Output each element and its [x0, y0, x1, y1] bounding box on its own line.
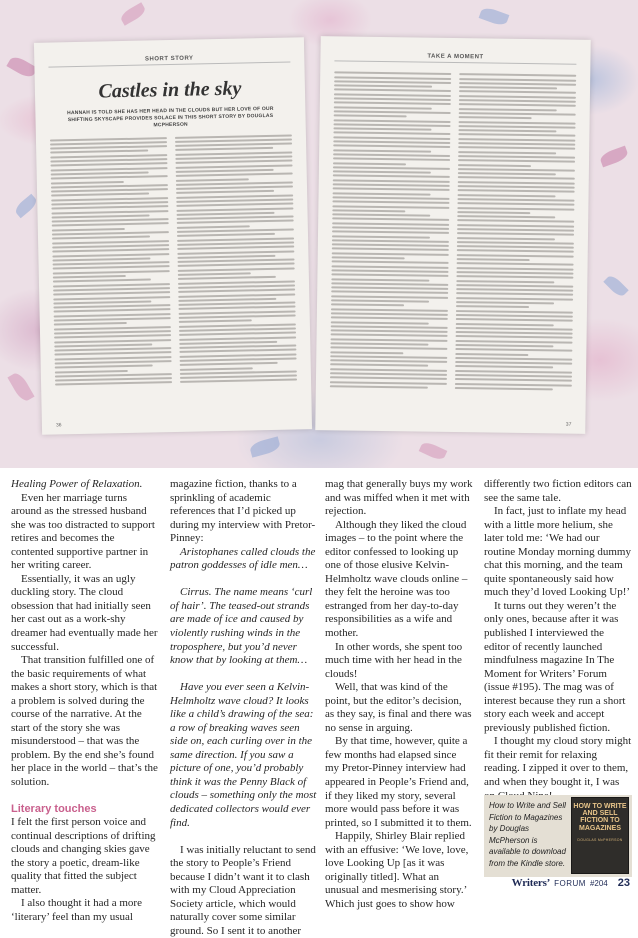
magazine-page-number: 36	[55, 422, 62, 429]
text-line-placeholder	[332, 256, 405, 259]
text-line-placeholder	[333, 192, 431, 195]
text-line-placeholder	[330, 377, 447, 381]
text-line-placeholder	[458, 172, 556, 175]
text-line-placeholder	[456, 327, 573, 331]
text-line-placeholder	[332, 248, 449, 252]
text-line-placeholder	[177, 255, 275, 259]
leaf-decoration	[479, 6, 510, 28]
text-line-placeholder	[459, 82, 576, 86]
text-line-placeholder	[53, 270, 170, 274]
text-line-placeholder	[331, 338, 448, 342]
text-line-placeholder	[459, 91, 576, 95]
text-line-placeholder	[331, 334, 448, 338]
article-column-2	[170, 478, 318, 938]
text-line-placeholder	[51, 175, 168, 179]
text-line-placeholder	[179, 349, 296, 353]
text-line-placeholder	[54, 322, 127, 326]
footer-issue-number: #204	[589, 879, 608, 888]
text-line-placeholder	[330, 359, 447, 363]
text-line-placeholder	[457, 245, 574, 249]
text-line-placeholder	[456, 323, 554, 326]
article-column-3	[325, 478, 473, 912]
text-line-placeholder	[52, 253, 169, 257]
text-line-placeholder	[333, 149, 431, 152]
book-promo-box	[484, 795, 632, 877]
article-column-4	[484, 478, 632, 803]
text-line-placeholder	[52, 248, 169, 252]
text-line-placeholder	[52, 257, 150, 261]
text-line-placeholder	[50, 162, 167, 166]
magazine-text-columns	[330, 69, 576, 393]
text-line-placeholder	[459, 112, 576, 116]
text-line-placeholder	[334, 115, 407, 118]
text-line-placeholder	[176, 178, 249, 182]
magazine-page-number: 37	[565, 421, 572, 428]
text-line-placeholder	[457, 237, 555, 240]
text-line-placeholder	[54, 334, 171, 338]
text-line-placeholder	[333, 127, 431, 130]
text-line-placeholder	[458, 129, 556, 132]
text-line-placeholder	[459, 99, 576, 103]
paragraph: I thought my cloud story might fit their remit for relaxing reading. I zipped it over to them, and when they bought it, I was	[484, 735, 632, 789]
text-line-placeholder	[333, 153, 450, 157]
text-line-placeholder	[330, 364, 428, 367]
paragraph: That transition fulfilled one of the basic requirements of what makes a short story, which is that a problem is solved during the course of the narrative. At the start of the story she was misunderstood – that was the problem. By the end she’s found her place in the world – that’s the solution.	[11, 654, 158, 789]
magazine-text-column	[330, 69, 451, 391]
text-line-placeholder	[333, 166, 450, 170]
text-line-placeholder	[458, 189, 575, 193]
text-line-placeholder	[459, 125, 576, 129]
text-line-placeholder	[456, 340, 573, 344]
magazine-section-label: SHORT STORY	[48, 54, 290, 68]
text-line-placeholder	[459, 95, 576, 99]
quote-paragraph: Aristophanes called clouds the patron goddesses of idle men…	[170, 545, 316, 572]
text-line-placeholder	[331, 291, 448, 295]
text-line-placeholder	[53, 300, 151, 304]
text-line-placeholder	[331, 321, 429, 324]
magazine-section-label: TAKE A MOMENT	[334, 52, 576, 64]
text-line-placeholder	[330, 355, 447, 359]
paragraph: I was initially reluctant to send the story to People’s Friend because I didn’t want it to clash with my Cloud Appreciation Society article, which would naturally cover some similar ground. So I sent it to another	[170, 843, 316, 937]
text-line-placeholder	[458, 151, 556, 154]
text-line-placeholder	[459, 78, 576, 82]
text-line-placeholder	[456, 297, 573, 301]
text-line-placeholder	[456, 288, 573, 292]
text-line-placeholder	[332, 235, 430, 238]
text-line-placeholder	[330, 368, 447, 372]
text-line-placeholder	[331, 274, 448, 278]
text-line-placeholder	[456, 305, 529, 308]
magazine-left-page	[34, 37, 312, 435]
leaf-decoration	[13, 194, 39, 219]
text-line-placeholder	[458, 138, 575, 142]
text-line-placeholder	[455, 374, 572, 378]
text-line-placeholder	[175, 134, 292, 138]
text-line-placeholder	[52, 236, 150, 240]
text-line-placeholder	[179, 336, 296, 340]
magazine-right-page	[315, 36, 590, 434]
text-line-placeholder	[52, 223, 169, 227]
paragraph: Although they liked the cloud images – to the point where the editor confessed to looking up one of those elusive Kelvin-Helmholtz wave clouds online – they felt the heroine was too estranged from her day-to-day responsibilities as a wife and mother.	[325, 518, 468, 640]
text-line-placeholder	[456, 318, 573, 322]
text-line-placeholder	[332, 201, 449, 205]
text-line-placeholder	[52, 231, 169, 235]
text-line-placeholder	[457, 241, 574, 245]
text-line-placeholder	[177, 233, 275, 237]
text-line-placeholder	[333, 158, 450, 162]
text-line-placeholder	[334, 102, 451, 106]
paragraph: Happily, Shirley Blair replied with an effusive: ‘We love, love, love Looking Up [as it was originally titled]. What an unusual and mesmerising story.’ Which just goes to show how	[325, 830, 469, 910]
text-line-placeholder	[459, 103, 576, 107]
text-line-placeholder	[457, 267, 574, 271]
quote-paragraph: Cirrus. The name means ‘curl of hair’. The teased-out strands are made of ice and caused by violently rushing winds in the troposphere, but you’d never know that by looking at them…	[170, 586, 313, 667]
article-column-1	[11, 478, 159, 924]
text-line-placeholder	[54, 351, 171, 355]
text-line-placeholder	[332, 265, 449, 269]
text-line-placeholder	[458, 134, 575, 138]
magazine-standfirst: HANNAH IS TOLD SHE HAS HER HEAD IN THE CLOUDS BUT HER LOVE OF OUR SHIFTING SKYSCAPE PROVIDES SOLACE IN THIS SHORT STORY BY DOUGLAS MCPHERSON	[67, 105, 274, 128]
text-line-placeholder	[331, 317, 448, 321]
text-line-placeholder	[334, 97, 451, 101]
text-line-placeholder	[180, 367, 253, 371]
text-line-placeholder	[175, 160, 292, 164]
leaf-decoration	[119, 2, 148, 25]
text-line-placeholder	[52, 228, 125, 232]
text-line-placeholder	[456, 301, 554, 304]
text-line-placeholder	[332, 209, 405, 212]
text-line-placeholder	[458, 159, 575, 163]
text-line-placeholder	[53, 291, 170, 295]
text-line-placeholder	[458, 155, 575, 159]
paragraph: Essentially, it was an ugly duckling story. The cloud obsession that had initially seen her cast out as a work-shy dreamer had eventually made her successful.	[11, 572, 158, 653]
text-line-placeholder	[457, 258, 530, 261]
text-line-placeholder	[457, 224, 574, 228]
text-line-placeholder	[334, 93, 451, 97]
paragraph: differently two fiction editors can see the same tale.	[484, 478, 632, 504]
text-line-placeholder	[330, 342, 428, 345]
text-line-placeholder	[331, 325, 448, 329]
paragraph: I felt the first person voice and continual descriptions of drifting clouds and changing skies gave the story a poetic, dream-like quality that fitted the subject matter.	[11, 816, 156, 896]
text-line-placeholder	[333, 132, 450, 136]
text-line-placeholder	[330, 347, 447, 351]
text-line-placeholder	[458, 164, 531, 167]
section-heading: Literary touches	[11, 802, 97, 815]
text-line-placeholder	[459, 108, 557, 111]
text-line-placeholder	[175, 143, 292, 147]
text-line-placeholder	[331, 295, 448, 299]
text-line-placeholder	[457, 219, 574, 223]
text-line-placeholder	[178, 263, 295, 267]
leaf-decoration	[599, 146, 630, 168]
text-line-placeholder	[55, 365, 153, 369]
paragraph: In fact, just to inflate my head with a little more helium, she later told me: ‘We had our routine Monday morning dummy chat this morning, and the team quite spontaneously said how much they’d loved Looking Up!’	[484, 505, 631, 599]
text-line-placeholder	[54, 343, 152, 347]
page-number: 23	[617, 877, 630, 889]
text-line-placeholder	[457, 232, 574, 236]
text-line-placeholder	[177, 220, 294, 224]
text-line-placeholder	[455, 370, 572, 374]
text-line-placeholder	[456, 284, 573, 288]
text-line-placeholder	[333, 140, 450, 144]
text-line-placeholder	[176, 203, 293, 207]
paragraph: I also thought it had a more ‘literary’ feel than my usual	[11, 897, 142, 923]
text-line-placeholder	[459, 73, 576, 77]
text-line-placeholder	[457, 207, 574, 211]
footer-brand: Writers’	[511, 877, 551, 889]
text-line-placeholder	[333, 179, 450, 183]
text-line-placeholder	[179, 306, 296, 310]
text-line-placeholder	[455, 344, 553, 347]
text-line-placeholder	[334, 85, 432, 88]
text-line-placeholder	[457, 262, 574, 266]
text-line-placeholder	[331, 329, 448, 333]
text-line-placeholder	[331, 308, 448, 312]
text-line-placeholder	[331, 282, 448, 286]
text-line-placeholder	[331, 304, 404, 307]
text-line-placeholder	[455, 348, 572, 352]
magazine-spread-photo	[0, 0, 638, 468]
text-line-placeholder	[55, 382, 172, 386]
text-line-placeholder	[457, 211, 530, 214]
text-line-placeholder	[456, 271, 573, 275]
text-line-placeholder	[458, 194, 556, 197]
text-line-placeholder	[179, 320, 252, 324]
text-line-placeholder	[176, 190, 274, 194]
text-line-placeholder	[459, 116, 532, 119]
text-line-placeholder	[51, 167, 168, 171]
page-footer	[512, 877, 630, 895]
text-line-placeholder	[53, 266, 170, 270]
text-line-placeholder	[331, 312, 448, 316]
text-line-placeholder	[334, 110, 451, 114]
text-line-placeholder	[457, 228, 574, 232]
paragraph: magazine fiction, thanks to a sprinkling of academic references that I’d picked up during my interview with Pretor-Pinney:	[170, 478, 316, 545]
text-line-placeholder	[51, 193, 149, 197]
text-line-placeholder	[51, 181, 124, 185]
text-line-placeholder	[456, 292, 573, 296]
leaf-decoration	[7, 371, 34, 404]
text-line-placeholder	[330, 372, 447, 376]
text-line-placeholder	[176, 207, 293, 211]
leaf-decoration	[249, 436, 282, 457]
text-line-placeholder	[334, 80, 451, 84]
text-line-placeholder	[459, 86, 557, 89]
text-line-placeholder	[178, 276, 276, 280]
leaf-decoration	[6, 54, 37, 80]
text-line-placeholder	[333, 188, 450, 192]
text-line-placeholder	[177, 250, 294, 254]
text-line-placeholder	[332, 205, 449, 209]
text-line-placeholder	[333, 175, 450, 179]
leaf-decoration	[419, 440, 448, 462]
magazine-text-column	[50, 134, 172, 388]
text-line-placeholder	[180, 357, 297, 361]
text-line-placeholder	[458, 176, 575, 180]
text-line-placeholder	[457, 254, 574, 258]
magazine-story-title: Castles in the sky	[98, 77, 242, 103]
text-line-placeholder	[455, 353, 528, 356]
text-line-placeholder	[178, 293, 295, 297]
text-line-placeholder	[331, 286, 448, 290]
text-line-placeholder	[178, 298, 276, 302]
text-line-placeholder	[176, 169, 274, 173]
text-line-placeholder	[51, 210, 168, 214]
text-line-placeholder	[51, 171, 149, 175]
text-line-placeholder	[50, 137, 167, 141]
paragraph: mag that generally buys my work and was miffed when it met with rejection.	[325, 478, 473, 518]
text-line-placeholder	[54, 308, 171, 312]
text-line-placeholder	[331, 269, 448, 273]
text-line-placeholder	[178, 272, 251, 276]
paragraph: Well, that was kind of the point, but the editor’s decision, as they say, is final and there was no sense in arguing.	[325, 681, 472, 734]
text-line-placeholder	[175, 147, 273, 151]
text-line-placeholder	[456, 314, 573, 318]
text-line-placeholder	[334, 89, 451, 93]
text-line-placeholder	[53, 275, 126, 279]
text-line-placeholder	[179, 314, 296, 318]
text-line-placeholder	[458, 146, 575, 150]
text-line-placeholder	[334, 76, 451, 80]
book-cover-author: DOUGLAS McPHERSON	[577, 837, 623, 842]
text-line-placeholder	[333, 162, 406, 165]
text-line-placeholder	[55, 360, 172, 364]
text-line-placeholder	[179, 332, 296, 336]
text-line-placeholder	[333, 136, 450, 140]
leaf-decoration	[603, 273, 628, 298]
text-line-placeholder	[455, 366, 553, 369]
text-line-placeholder	[180, 379, 297, 383]
text-line-placeholder	[456, 310, 573, 314]
text-line-placeholder	[334, 106, 432, 109]
text-line-placeholder	[455, 378, 572, 382]
quote-paragraph: Have you ever seen a Kelvin-Helmholtz wave cloud? It looks like a child’s drawing of the sea: a row of breaking waves seen side on, each curling over in the same direction. If you saw a picture of one, you’d probably think it was the Penny Black of clouds – something only the most dedicated collectors would ever find.	[170, 681, 317, 829]
text-line-placeholder	[332, 222, 449, 226]
text-line-placeholder	[458, 181, 575, 185]
book-promo-caption: How to Write and Sell Fiction to Magazines by Douglas McPherson is available to download from the Kindle store.	[489, 801, 566, 868]
text-line-placeholder	[176, 173, 293, 177]
book-cover-image	[571, 797, 629, 874]
text-line-placeholder	[332, 261, 449, 265]
paragraph: By that time, however, quite a few months had elapsed since my Pretor-Pinney interview had appeared in People’s Friend and, if they liked my story, several more would pass before it was printed, so I submitted it to them.	[325, 735, 472, 829]
text-line-placeholder	[332, 243, 449, 247]
paragraph: In other words, she spent too much time with her head in the clouds!	[325, 640, 463, 680]
paragraph: Healing Power of Relaxation.	[11, 478, 143, 490]
text-line-placeholder	[54, 339, 171, 343]
text-line-placeholder	[332, 252, 449, 256]
text-line-placeholder	[330, 381, 447, 385]
book-cover-title: HOW TO WRITE AND SELL FICTION TO MAGAZINES	[573, 803, 627, 832]
magazine-text-column	[175, 132, 297, 386]
text-line-placeholder	[456, 280, 554, 283]
text-line-placeholder	[53, 279, 151, 283]
text-line-placeholder	[55, 370, 128, 374]
text-line-placeholder	[458, 142, 575, 146]
text-line-placeholder	[330, 385, 428, 388]
text-line-placeholder	[457, 250, 574, 254]
text-line-placeholder	[331, 278, 429, 281]
text-line-placeholder	[455, 387, 553, 390]
text-line-placeholder	[178, 267, 295, 271]
text-line-placeholder	[180, 362, 278, 366]
paragraph: Even her marriage turns around as the stressed husband she was too distracted to support retires and becomes the contented supportive partner in her writing career.	[11, 491, 155, 572]
text-line-placeholder	[50, 145, 167, 149]
text-line-placeholder	[334, 72, 451, 76]
text-line-placeholder	[52, 214, 150, 218]
text-line-placeholder	[456, 275, 573, 279]
text-line-placeholder	[458, 168, 575, 172]
text-line-placeholder	[332, 213, 430, 216]
text-line-placeholder	[333, 196, 450, 200]
text-line-placeholder	[176, 164, 293, 168]
text-line-placeholder	[456, 331, 573, 335]
footer-forum: FORUM	[554, 879, 586, 888]
text-line-placeholder	[177, 246, 294, 250]
text-line-placeholder	[458, 185, 575, 189]
text-line-placeholder	[53, 296, 170, 300]
text-line-placeholder	[334, 119, 451, 123]
text-line-placeholder	[51, 188, 168, 192]
text-line-placeholder	[334, 123, 451, 127]
text-line-placeholder	[51, 205, 168, 209]
text-line-placeholder	[332, 231, 449, 235]
text-line-placeholder	[456, 335, 573, 339]
text-line-placeholder	[330, 351, 403, 354]
text-line-placeholder	[459, 121, 576, 125]
magazine-text-column	[455, 71, 576, 393]
text-line-placeholder	[455, 361, 572, 365]
text-line-placeholder	[333, 183, 450, 187]
text-line-placeholder	[332, 239, 449, 243]
text-line-placeholder	[333, 145, 450, 149]
text-line-placeholder	[457, 198, 574, 202]
text-line-placeholder	[332, 226, 449, 230]
text-line-placeholder	[54, 317, 171, 321]
text-line-placeholder	[331, 299, 429, 302]
text-line-placeholder	[332, 218, 449, 222]
magazine-text-columns	[50, 132, 297, 389]
text-line-placeholder	[179, 341, 277, 345]
text-line-placeholder	[455, 383, 572, 387]
text-line-placeholder	[50, 150, 148, 154]
text-line-placeholder	[176, 186, 293, 190]
text-line-placeholder	[177, 229, 294, 233]
text-line-placeholder	[333, 170, 431, 173]
text-line-placeholder	[177, 225, 250, 229]
text-line-placeholder	[457, 215, 555, 218]
text-line-placeholder	[455, 357, 572, 361]
paragraph: It turns out they weren’t the only ones, because after it was published I interviewed the editor of recently launched mindfulness magazine In The Moment for Writers’ Forum (issue #195). The mag was of interest because they run a short story each week and accept previously published fiction.	[484, 599, 626, 734]
text-line-placeholder	[178, 289, 295, 293]
text-line-placeholder	[177, 212, 275, 216]
text-line-placeholder	[457, 202, 574, 206]
